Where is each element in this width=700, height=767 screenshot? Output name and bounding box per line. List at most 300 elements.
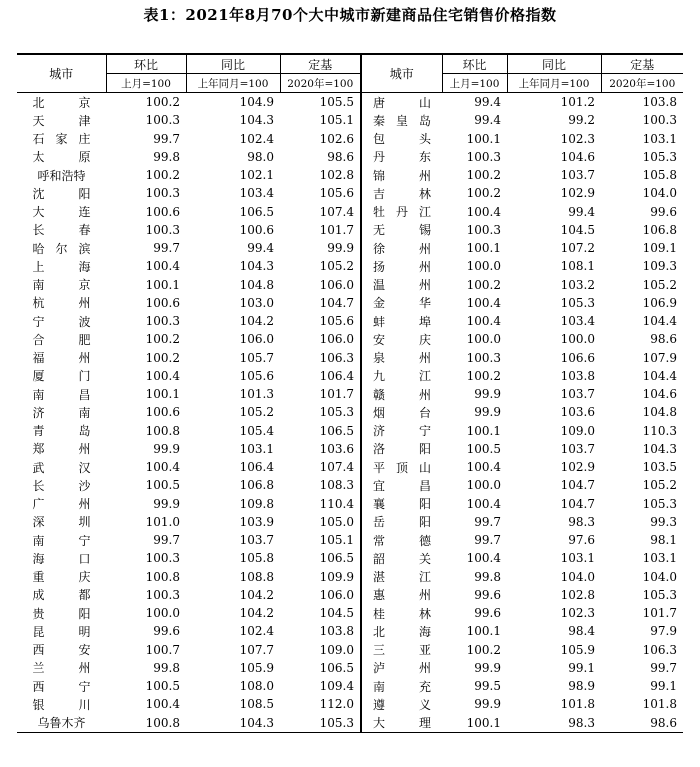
fixed-value-left: 105.1 xyxy=(319,533,354,548)
mom-value-left: 100.5 xyxy=(145,478,180,493)
mom-value-right: 100.1 xyxy=(466,131,501,146)
city-name: 湛江 xyxy=(373,570,431,585)
city-name: 北京 xyxy=(32,95,91,110)
table-row xyxy=(17,312,683,330)
mom-value-left: 100.3 xyxy=(145,222,180,237)
mom-value-left: 100.3 xyxy=(145,314,180,329)
city-name: 桂林 xyxy=(373,606,431,621)
fixed-value-left: 106.5 xyxy=(319,423,354,438)
header-yoy-base-left: 上年同月=100 xyxy=(186,74,280,93)
city-name: 兰州 xyxy=(32,661,91,676)
yoy-value-right: 102.3 xyxy=(560,131,595,146)
city-cell-left xyxy=(17,403,106,421)
yoy-value-left: 98.0 xyxy=(247,149,274,164)
yoy-value-left: 103.1 xyxy=(239,441,274,456)
city-cell-left xyxy=(17,531,106,549)
mom-value-left: 100.6 xyxy=(145,405,180,420)
yoy-value-left: 109.8 xyxy=(239,496,274,511)
city-name: 常德 xyxy=(373,533,431,548)
mom-value-right: 99.7 xyxy=(474,533,501,548)
yoy-value-right: 101.2 xyxy=(560,95,595,110)
city-cell-left xyxy=(17,586,106,604)
mom-value-left: 101.0 xyxy=(145,514,180,529)
mom-value-left: 100.4 xyxy=(145,697,180,712)
city-name: 惠州 xyxy=(373,588,431,603)
city-name: 石家庄 xyxy=(32,132,91,147)
yoy-value-left: 102.4 xyxy=(239,131,274,146)
city-name: 哈尔滨 xyxy=(32,241,91,256)
fixed-value-left: 106.5 xyxy=(319,551,354,566)
city-cell-left xyxy=(17,148,106,166)
fixed-value-right: 104.0 xyxy=(642,569,677,584)
yoy-value-right: 104.7 xyxy=(560,478,595,493)
header-yoy-right: 同比 xyxy=(507,54,601,74)
city-cell-left xyxy=(17,367,106,385)
mom-value-right: 99.6 xyxy=(474,587,501,602)
city-cell-left xyxy=(17,111,106,129)
mom-value-right: 100.4 xyxy=(466,314,501,329)
city-cell-right xyxy=(361,495,442,513)
city-name: 济南 xyxy=(32,405,91,420)
mom-value-left: 100.2 xyxy=(145,168,180,183)
fixed-value-right: 109.3 xyxy=(642,259,677,274)
city-cell-left xyxy=(17,130,106,148)
table-row xyxy=(17,403,683,421)
yoy-value-left: 104.3 xyxy=(186,714,280,733)
fixed-value-left: 101.7 xyxy=(319,222,354,237)
fixed-value-right: 97.9 xyxy=(650,624,677,639)
yoy-value-right: 98.3 xyxy=(507,714,601,733)
yoy-value-left: 104.2 xyxy=(239,606,274,621)
yoy-value-right: 100.0 xyxy=(560,332,595,347)
city-name: 广州 xyxy=(32,497,91,512)
city-name: 洛阳 xyxy=(373,442,431,457)
fixed-value-right: 104.3 xyxy=(642,441,677,456)
city-name: 三亚 xyxy=(373,643,431,658)
fixed-value-right: 99.1 xyxy=(650,679,677,694)
city-cell-left xyxy=(17,166,106,184)
mom-value-right: 100.3 xyxy=(466,222,501,237)
city-name: 西安 xyxy=(32,643,91,658)
fixed-value-left: 109.9 xyxy=(319,569,354,584)
city-name: 丹东 xyxy=(373,150,431,165)
city-name: 南昌 xyxy=(32,387,91,402)
city-cell-left xyxy=(17,695,106,713)
yoy-value-right: 102.3 xyxy=(560,606,595,621)
city-name: 大理 xyxy=(373,716,431,731)
city-cell-left xyxy=(17,184,106,202)
yoy-value-left: 104.2 xyxy=(239,314,274,329)
city-name: 秦皇岛 xyxy=(373,113,431,128)
mom-value-right: 100.2 xyxy=(466,277,501,292)
city-cell-left xyxy=(17,330,106,348)
city-name: 济宁 xyxy=(373,424,431,439)
yoy-value-left: 104.3 xyxy=(239,259,274,274)
table-row xyxy=(17,221,683,239)
fixed-value-right: 98.6 xyxy=(650,332,677,347)
fixed-value-left: 101.7 xyxy=(319,387,354,402)
mom-value-left: 100.4 xyxy=(145,460,180,475)
yoy-value-left: 105.4 xyxy=(239,423,274,438)
fixed-value-left: 105.3 xyxy=(280,714,361,733)
city-name: 南宁 xyxy=(32,533,91,548)
city-cell-right xyxy=(361,586,442,604)
mom-value-right: 99.9 xyxy=(474,660,501,675)
fixed-value-left: 109.4 xyxy=(319,679,354,694)
table-row xyxy=(17,276,683,294)
city-cell-right xyxy=(361,276,442,294)
city-cell-right xyxy=(361,476,442,494)
city-cell-right xyxy=(361,531,442,549)
city-cell-right xyxy=(361,184,442,202)
fixed-value-right: 104.0 xyxy=(642,186,677,201)
table-row xyxy=(17,695,683,713)
fixed-value-left: 105.2 xyxy=(319,259,354,274)
table-title: 表1：2021年8月70个大中城市新建商品住宅销售价格指数 xyxy=(143,6,557,24)
city-cell-right xyxy=(361,349,442,367)
city-name: 银川 xyxy=(32,697,91,712)
fixed-value-right: 104.8 xyxy=(642,405,677,420)
city-name: 韶关 xyxy=(373,551,431,566)
mom-value-left: 100.3 xyxy=(145,551,180,566)
mom-value-right: 99.8 xyxy=(474,569,501,584)
city-cell-left xyxy=(17,513,106,531)
table-body xyxy=(17,93,683,733)
mom-value-right: 100.4 xyxy=(466,204,501,219)
yoy-value-left: 100.6 xyxy=(239,222,274,237)
city-name: 赣州 xyxy=(373,387,431,402)
mom-value-right: 100.0 xyxy=(466,332,501,347)
fixed-value-left: 108.3 xyxy=(319,478,354,493)
fixed-value-left: 106.0 xyxy=(319,277,354,292)
mom-value-left: 100.3 xyxy=(145,587,180,602)
header-mom-left: 环比 xyxy=(106,54,186,74)
mom-value-left: 99.8 xyxy=(153,660,180,675)
yoy-value-left: 108.8 xyxy=(239,569,274,584)
mom-value-left: 100.1 xyxy=(145,387,180,402)
city-cell-left xyxy=(17,458,106,476)
mom-value-left: 99.8 xyxy=(153,149,180,164)
header-fixed-base-left: 2020年=100 xyxy=(280,74,361,93)
yoy-value-right: 106.6 xyxy=(560,350,595,365)
yoy-value-right: 103.7 xyxy=(560,387,595,402)
city-name: 南充 xyxy=(373,679,431,694)
yoy-value-right: 99.1 xyxy=(568,660,595,675)
city-cell-right xyxy=(361,257,442,275)
city-name: 海口 xyxy=(32,551,91,566)
yoy-value-left: 105.2 xyxy=(239,405,274,420)
table-row xyxy=(17,622,683,640)
yoy-value-right: 103.1 xyxy=(560,551,595,566)
city-cell-left xyxy=(17,349,106,367)
yoy-value-right: 107.2 xyxy=(560,241,595,256)
mom-value-left: 100.6 xyxy=(145,295,180,310)
yoy-value-right: 103.2 xyxy=(560,277,595,292)
fixed-value-left: 106.0 xyxy=(319,587,354,602)
yoy-value-right: 104.7 xyxy=(560,496,595,511)
fixed-value-right: 99.7 xyxy=(650,660,677,675)
fixed-value-right: 99.6 xyxy=(650,204,677,219)
fixed-value-right: 100.3 xyxy=(642,113,677,128)
mom-value-left: 100.6 xyxy=(145,204,180,219)
yoy-value-left: 99.4 xyxy=(247,241,274,256)
city-name: 温州 xyxy=(373,278,431,293)
mom-value-right: 99.9 xyxy=(474,697,501,712)
fixed-value-right: 106.9 xyxy=(642,295,677,310)
mom-value-right: 100.5 xyxy=(466,441,501,456)
city-cell-left xyxy=(17,203,106,221)
table-row xyxy=(17,641,683,659)
fixed-value-left: 105.6 xyxy=(319,314,354,329)
fixed-value-left: 103.8 xyxy=(319,624,354,639)
mom-value-left: 100.4 xyxy=(145,259,180,274)
header-fixed-right: 定基 xyxy=(601,54,683,74)
fixed-value-left: 105.5 xyxy=(319,95,354,110)
yoy-value-right: 97.6 xyxy=(568,533,595,548)
city-cell-left xyxy=(17,495,106,513)
city-cell-right xyxy=(361,641,442,659)
city-cell-left xyxy=(17,714,106,733)
fixed-value-left: 98.6 xyxy=(327,149,354,164)
yoy-value-right: 99.2 xyxy=(568,113,595,128)
yoy-value-left: 105.9 xyxy=(239,660,274,675)
city-cell-right xyxy=(361,221,442,239)
city-name: 无锡 xyxy=(373,223,431,238)
fixed-value-left: 112.0 xyxy=(319,697,354,712)
yoy-value-right: 103.4 xyxy=(560,314,595,329)
fixed-value-right: 105.3 xyxy=(642,496,677,511)
city-cell-left xyxy=(17,422,106,440)
fixed-value-right: 103.1 xyxy=(642,131,677,146)
city-cell-left xyxy=(17,440,106,458)
mom-value-right: 100.2 xyxy=(466,642,501,657)
yoy-value-left: 103.0 xyxy=(239,295,274,310)
yoy-value-left: 106.5 xyxy=(239,204,274,219)
mom-value-right: 100.4 xyxy=(466,295,501,310)
city-name: 长春 xyxy=(32,223,91,238)
mom-value-right: 100.0 xyxy=(466,259,501,274)
city-name: 包头 xyxy=(373,132,431,147)
mom-value-left: 100.3 xyxy=(145,113,180,128)
header-city-left: 城市 xyxy=(17,54,106,93)
header-mom-base-right: 上月=100 xyxy=(442,74,507,93)
fixed-value-right: 105.2 xyxy=(642,478,677,493)
fixed-value-left: 105.3 xyxy=(319,405,354,420)
mom-value-right: 100.3 xyxy=(466,149,501,164)
header-mom-base-left: 上月=100 xyxy=(106,74,186,93)
fixed-value-right: 110.3 xyxy=(642,423,677,438)
city-cell-right xyxy=(361,622,442,640)
mom-value-left: 99.9 xyxy=(153,496,180,511)
mom-value-right: 99.9 xyxy=(474,405,501,420)
mom-value-right: 100.1 xyxy=(466,624,501,639)
table-row xyxy=(17,586,683,604)
city-name: 太原 xyxy=(32,150,91,165)
yoy-value-right: 108.1 xyxy=(560,259,595,274)
yoy-value-left: 106.0 xyxy=(239,332,274,347)
city-cell-right xyxy=(361,714,442,733)
yoy-value-left: 105.6 xyxy=(239,368,274,383)
price-index-table xyxy=(17,53,683,733)
fixed-value-right: 103.5 xyxy=(642,460,677,475)
fixed-value-left: 105.1 xyxy=(319,113,354,128)
city-cell-left xyxy=(17,221,106,239)
fixed-value-left: 105.6 xyxy=(319,186,354,201)
table-row xyxy=(17,531,683,549)
yoy-value-left: 104.3 xyxy=(239,113,274,128)
city-name: 泉州 xyxy=(373,351,431,366)
yoy-value-left: 103.4 xyxy=(239,186,274,201)
city-name: 昆明 xyxy=(32,624,91,639)
city-name: 九江 xyxy=(373,369,431,384)
city-name: 大连 xyxy=(32,205,91,220)
city-name: 乌鲁木齐 xyxy=(37,716,86,731)
city-cell-right xyxy=(361,604,442,622)
fixed-value-right: 105.8 xyxy=(642,168,677,183)
city-cell-left xyxy=(17,294,106,312)
mom-value-right: 99.4 xyxy=(474,113,501,128)
table-row xyxy=(17,513,683,531)
fixed-value-left: 109.0 xyxy=(319,642,354,657)
yoy-value-right: 103.6 xyxy=(560,405,595,420)
city-cell-right xyxy=(361,659,442,677)
city-cell-right xyxy=(361,166,442,184)
table-row xyxy=(17,385,683,403)
mom-value-left: 100.2 xyxy=(145,95,180,110)
fixed-value-left: 107.4 xyxy=(319,460,354,475)
header-city-right: 城市 xyxy=(361,54,442,93)
city-cell-right xyxy=(361,568,442,586)
fixed-value-left: 110.4 xyxy=(319,496,354,511)
mom-value-left: 100.5 xyxy=(145,679,180,694)
fixed-value-right: 98.6 xyxy=(601,714,683,733)
yoy-value-left: 106.4 xyxy=(239,460,274,475)
mom-value-left: 99.7 xyxy=(153,131,180,146)
table-row xyxy=(17,659,683,677)
table-row xyxy=(17,294,683,312)
city-cell-right xyxy=(361,422,442,440)
table-row xyxy=(17,257,683,275)
table-row xyxy=(17,330,683,348)
mom-value-right: 100.1 xyxy=(466,423,501,438)
city-name: 牡丹江 xyxy=(373,205,431,220)
mom-value-right: 100.2 xyxy=(466,168,501,183)
city-cell-right xyxy=(361,403,442,421)
mom-value-left: 100.4 xyxy=(145,368,180,383)
city-name: 锦州 xyxy=(373,168,431,183)
fixed-value-left: 106.3 xyxy=(319,350,354,365)
table-row xyxy=(17,349,683,367)
yoy-value-right: 98.3 xyxy=(568,514,595,529)
fixed-value-right: 101.7 xyxy=(642,606,677,621)
yoy-value-left: 102.4 xyxy=(239,624,274,639)
fixed-value-right: 99.3 xyxy=(650,514,677,529)
yoy-value-left: 105.8 xyxy=(239,551,274,566)
fixed-value-right: 109.1 xyxy=(642,241,677,256)
city-cell-right xyxy=(361,93,442,112)
mom-value-left: 100.3 xyxy=(145,186,180,201)
mom-value-left: 100.0 xyxy=(145,606,180,621)
mom-value-right: 100.2 xyxy=(466,368,501,383)
city-cell-left xyxy=(17,93,106,112)
table-row xyxy=(17,440,683,458)
city-cell-right xyxy=(361,312,442,330)
city-name: 呼和浩特 xyxy=(37,168,86,183)
table-row xyxy=(17,458,683,476)
fixed-value-right: 101.8 xyxy=(642,697,677,712)
fixed-value-left: 105.0 xyxy=(319,514,354,529)
yoy-value-right: 101.8 xyxy=(560,697,595,712)
table-row xyxy=(17,239,683,257)
city-name: 合肥 xyxy=(32,332,91,347)
city-name: 天津 xyxy=(32,113,91,128)
yoy-value-right: 98.4 xyxy=(568,624,595,639)
city-cell-left xyxy=(17,568,106,586)
table-row xyxy=(17,367,683,385)
mom-value-right: 99.7 xyxy=(474,514,501,529)
mom-value-right: 99.4 xyxy=(474,95,501,110)
city-cell-right xyxy=(361,367,442,385)
yoy-value-left: 102.1 xyxy=(239,168,274,183)
fixed-value-left: 102.8 xyxy=(319,168,354,183)
fixed-value-left: 104.7 xyxy=(319,295,354,310)
fixed-value-left: 107.4 xyxy=(319,204,354,219)
city-cell-right xyxy=(361,239,442,257)
city-name: 唐山 xyxy=(373,95,431,110)
yoy-value-right: 103.7 xyxy=(560,441,595,456)
yoy-value-right: 104.5 xyxy=(560,222,595,237)
city-name: 泸州 xyxy=(373,661,431,676)
table-row xyxy=(17,422,683,440)
yoy-value-left: 108.5 xyxy=(239,697,274,712)
mom-value-left: 100.8 xyxy=(145,423,180,438)
city-name: 烟台 xyxy=(373,405,431,420)
city-name: 郑州 xyxy=(32,442,91,457)
table-row xyxy=(17,476,683,494)
city-name: 宜昌 xyxy=(373,478,431,493)
city-cell-right xyxy=(361,330,442,348)
city-name: 西宁 xyxy=(32,679,91,694)
city-cell-right xyxy=(361,513,442,531)
mom-value-right: 100.0 xyxy=(466,478,501,493)
city-cell-right xyxy=(361,440,442,458)
city-cell-right xyxy=(361,294,442,312)
fixed-value-left: 106.4 xyxy=(319,368,354,383)
city-name: 蚌埠 xyxy=(373,314,431,329)
city-name: 吉林 xyxy=(373,186,431,201)
header-mom-right: 环比 xyxy=(442,54,507,74)
city-name: 重庆 xyxy=(32,570,91,585)
city-cell-right xyxy=(361,203,442,221)
fixed-value-right: 105.3 xyxy=(642,587,677,602)
fixed-value-right: 105.3 xyxy=(642,149,677,164)
yoy-value-left: 107.7 xyxy=(239,642,274,657)
city-cell-left xyxy=(17,239,106,257)
city-cell-right xyxy=(361,148,442,166)
city-name: 平顶山 xyxy=(373,460,431,475)
fixed-value-left: 103.6 xyxy=(319,441,354,456)
mom-value-left: 100.1 xyxy=(145,277,180,292)
fixed-value-left: 106.5 xyxy=(319,660,354,675)
city-name: 安庆 xyxy=(373,332,431,347)
yoy-value-right: 102.9 xyxy=(560,460,595,475)
yoy-value-left: 104.9 xyxy=(239,95,274,110)
city-name: 上海 xyxy=(32,259,91,274)
yoy-value-left: 103.9 xyxy=(239,514,274,529)
yoy-value-right: 105.9 xyxy=(560,642,595,657)
mom-value-right: 99.5 xyxy=(474,679,501,694)
yoy-value-right: 98.9 xyxy=(568,679,595,694)
